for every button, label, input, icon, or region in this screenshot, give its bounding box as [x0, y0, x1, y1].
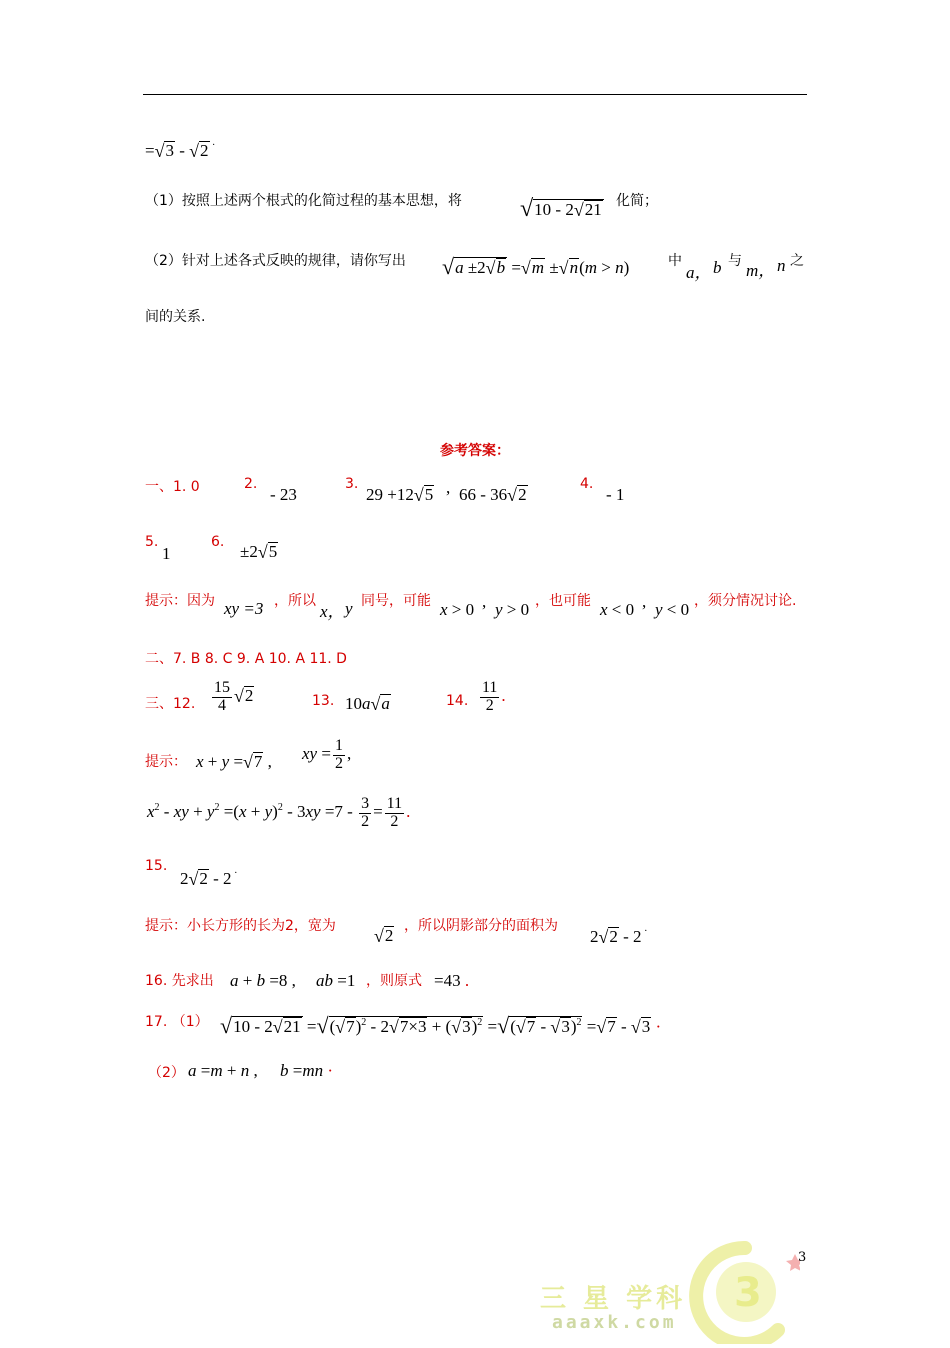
- answer-5-value: 1: [162, 544, 171, 563]
- watermark-url: aaaxk.com: [552, 1312, 677, 1333]
- hint-3-b: ，所以阴影部分的面积为: [404, 918, 558, 934]
- hint-2-sum: x + y =√7 ,: [196, 752, 272, 772]
- hint-1-b: ，所以: [274, 593, 316, 609]
- answer-16-a: 16. 先求出: [145, 973, 214, 989]
- question-2-m: m，: [746, 261, 776, 280]
- question-1-text: （1）按照上述两个根式的化简过程的基本思想，将: [145, 193, 462, 209]
- hint-1-d: ，也可能: [535, 593, 591, 609]
- hint-1-y-neg: y < 0: [655, 600, 690, 619]
- hint-1-y: y: [345, 599, 353, 618]
- hint-1-x: x，: [320, 602, 345, 621]
- continuation-equation: =√3 - √2 ·: [145, 140, 216, 161]
- question-2-a: a，: [686, 263, 712, 282]
- hint-2-product: xy = $\frac{1}{2}$ ,: [302, 737, 352, 772]
- hint-2-label: 提示：: [145, 754, 187, 770]
- hint-1-y-pos: y > 0: [495, 600, 530, 619]
- answer-12-value: $\frac{15}{4}$ √2: [214, 679, 254, 714]
- answer-14-value: $\frac{11}{2}$ .: [482, 679, 506, 714]
- answer-3-value-a: 29 +12√5: [366, 485, 434, 505]
- watermark-cn: 三 星 学科: [540, 1284, 687, 1314]
- answer-17b-b: b =mn ·: [280, 1061, 334, 1080]
- answer-16-sum: a + b =8 ,: [230, 971, 296, 990]
- answer-17-derivation: $√10 - 2√21 =√(√7)^2 - 2√7\times 3 + (√3)^2 =√(√7 - √3)^2 =√7 - √3$ ·: [220, 1013, 662, 1038]
- answer-13-value: 10a√a: [345, 694, 390, 714]
- answers-multiple-choice: 二、7. B 8. C 9. A 10. A 11. D: [145, 651, 347, 667]
- answer-16-result: =43 .: [434, 971, 470, 990]
- hint-1-x-neg: x < 0: [600, 600, 635, 619]
- hint-1-e: ，须分情况讨论.: [694, 593, 797, 609]
- answers-title: 参考答案：: [440, 443, 510, 459]
- comma: ,: [642, 592, 647, 611]
- answer-13-label: 13.: [312, 693, 335, 709]
- answer-15-value: 2√2 - 2 ·: [180, 868, 238, 889]
- hint-3-width: √2: [374, 926, 394, 946]
- question-2-n: n: [777, 256, 786, 275]
- answer-2-value: - 23: [270, 485, 297, 504]
- answer-4-value: - 1: [606, 485, 625, 504]
- comma: ,: [482, 592, 487, 611]
- answer-14-label: 14.: [446, 693, 469, 709]
- answer-3-value-b: 66 - 36√2: [459, 485, 527, 505]
- answer-6-label: 6.: [211, 534, 225, 550]
- comma: ,: [446, 478, 451, 497]
- answer-16-b: ，则原式: [366, 973, 422, 989]
- hint-1-a: 提示：因为: [145, 593, 215, 609]
- question-2-text: （2）针对上述各式反映的规律，请你写出: [145, 253, 406, 269]
- page-number: 3: [798, 1250, 807, 1265]
- question-1-end: 化简；: [616, 193, 658, 209]
- hint-1-x-pos: x > 0: [440, 600, 475, 619]
- hint-1-c: 同号，可能: [361, 593, 431, 609]
- answer-4-label: 4.: [580, 476, 594, 492]
- hint-3-value: 2√2 - 2 ·: [590, 926, 648, 947]
- question-1-radical: √10 - 2√21: [520, 196, 602, 222]
- answer-17b-a: a =m + n ,: [188, 1061, 258, 1080]
- answer-17-label: 17. （1）: [145, 1014, 209, 1030]
- answer-16-product: ab =1: [316, 971, 356, 990]
- answer-17b-label: （2）: [148, 1065, 185, 1081]
- site-watermark: [540, 1240, 800, 1344]
- hint-1-xy: xy =3: [224, 599, 264, 618]
- svg-text:3: 3: [734, 1270, 762, 1316]
- answer-5-label: 5.: [145, 534, 159, 550]
- hint-3-a: 提示：小长方形的长为2，宽为: [145, 918, 336, 934]
- header-rule: [143, 94, 807, 95]
- answer-6-value: ±2√5: [240, 542, 278, 562]
- question-2-b: b: [713, 258, 722, 277]
- answer-1: 一、1. 0: [145, 479, 200, 495]
- answer-2-label: 2.: [244, 476, 258, 492]
- question-2-formula: √a ±2√b =√m ±√n(m > n): [442, 254, 630, 279]
- answer-3-label: 3.: [345, 476, 359, 492]
- question-2-tail: 间的关系.: [145, 309, 206, 325]
- answer-15-label: 15.: [145, 858, 168, 874]
- question-2-mid: 中: [668, 253, 682, 269]
- hint-2-equation: $x^2$ - xy + $y^2 =(x + y)^2 - 3xy =7$ - $\frac{3}{2}$ = $\frac{11}{2}$ .: [147, 795, 411, 830]
- answer-12-label: 三、12.: [145, 696, 196, 712]
- question-2-yu: 与: [728, 253, 742, 269]
- question-1: [145, 190, 462, 210]
- question-2-zhi: 之: [790, 253, 804, 269]
